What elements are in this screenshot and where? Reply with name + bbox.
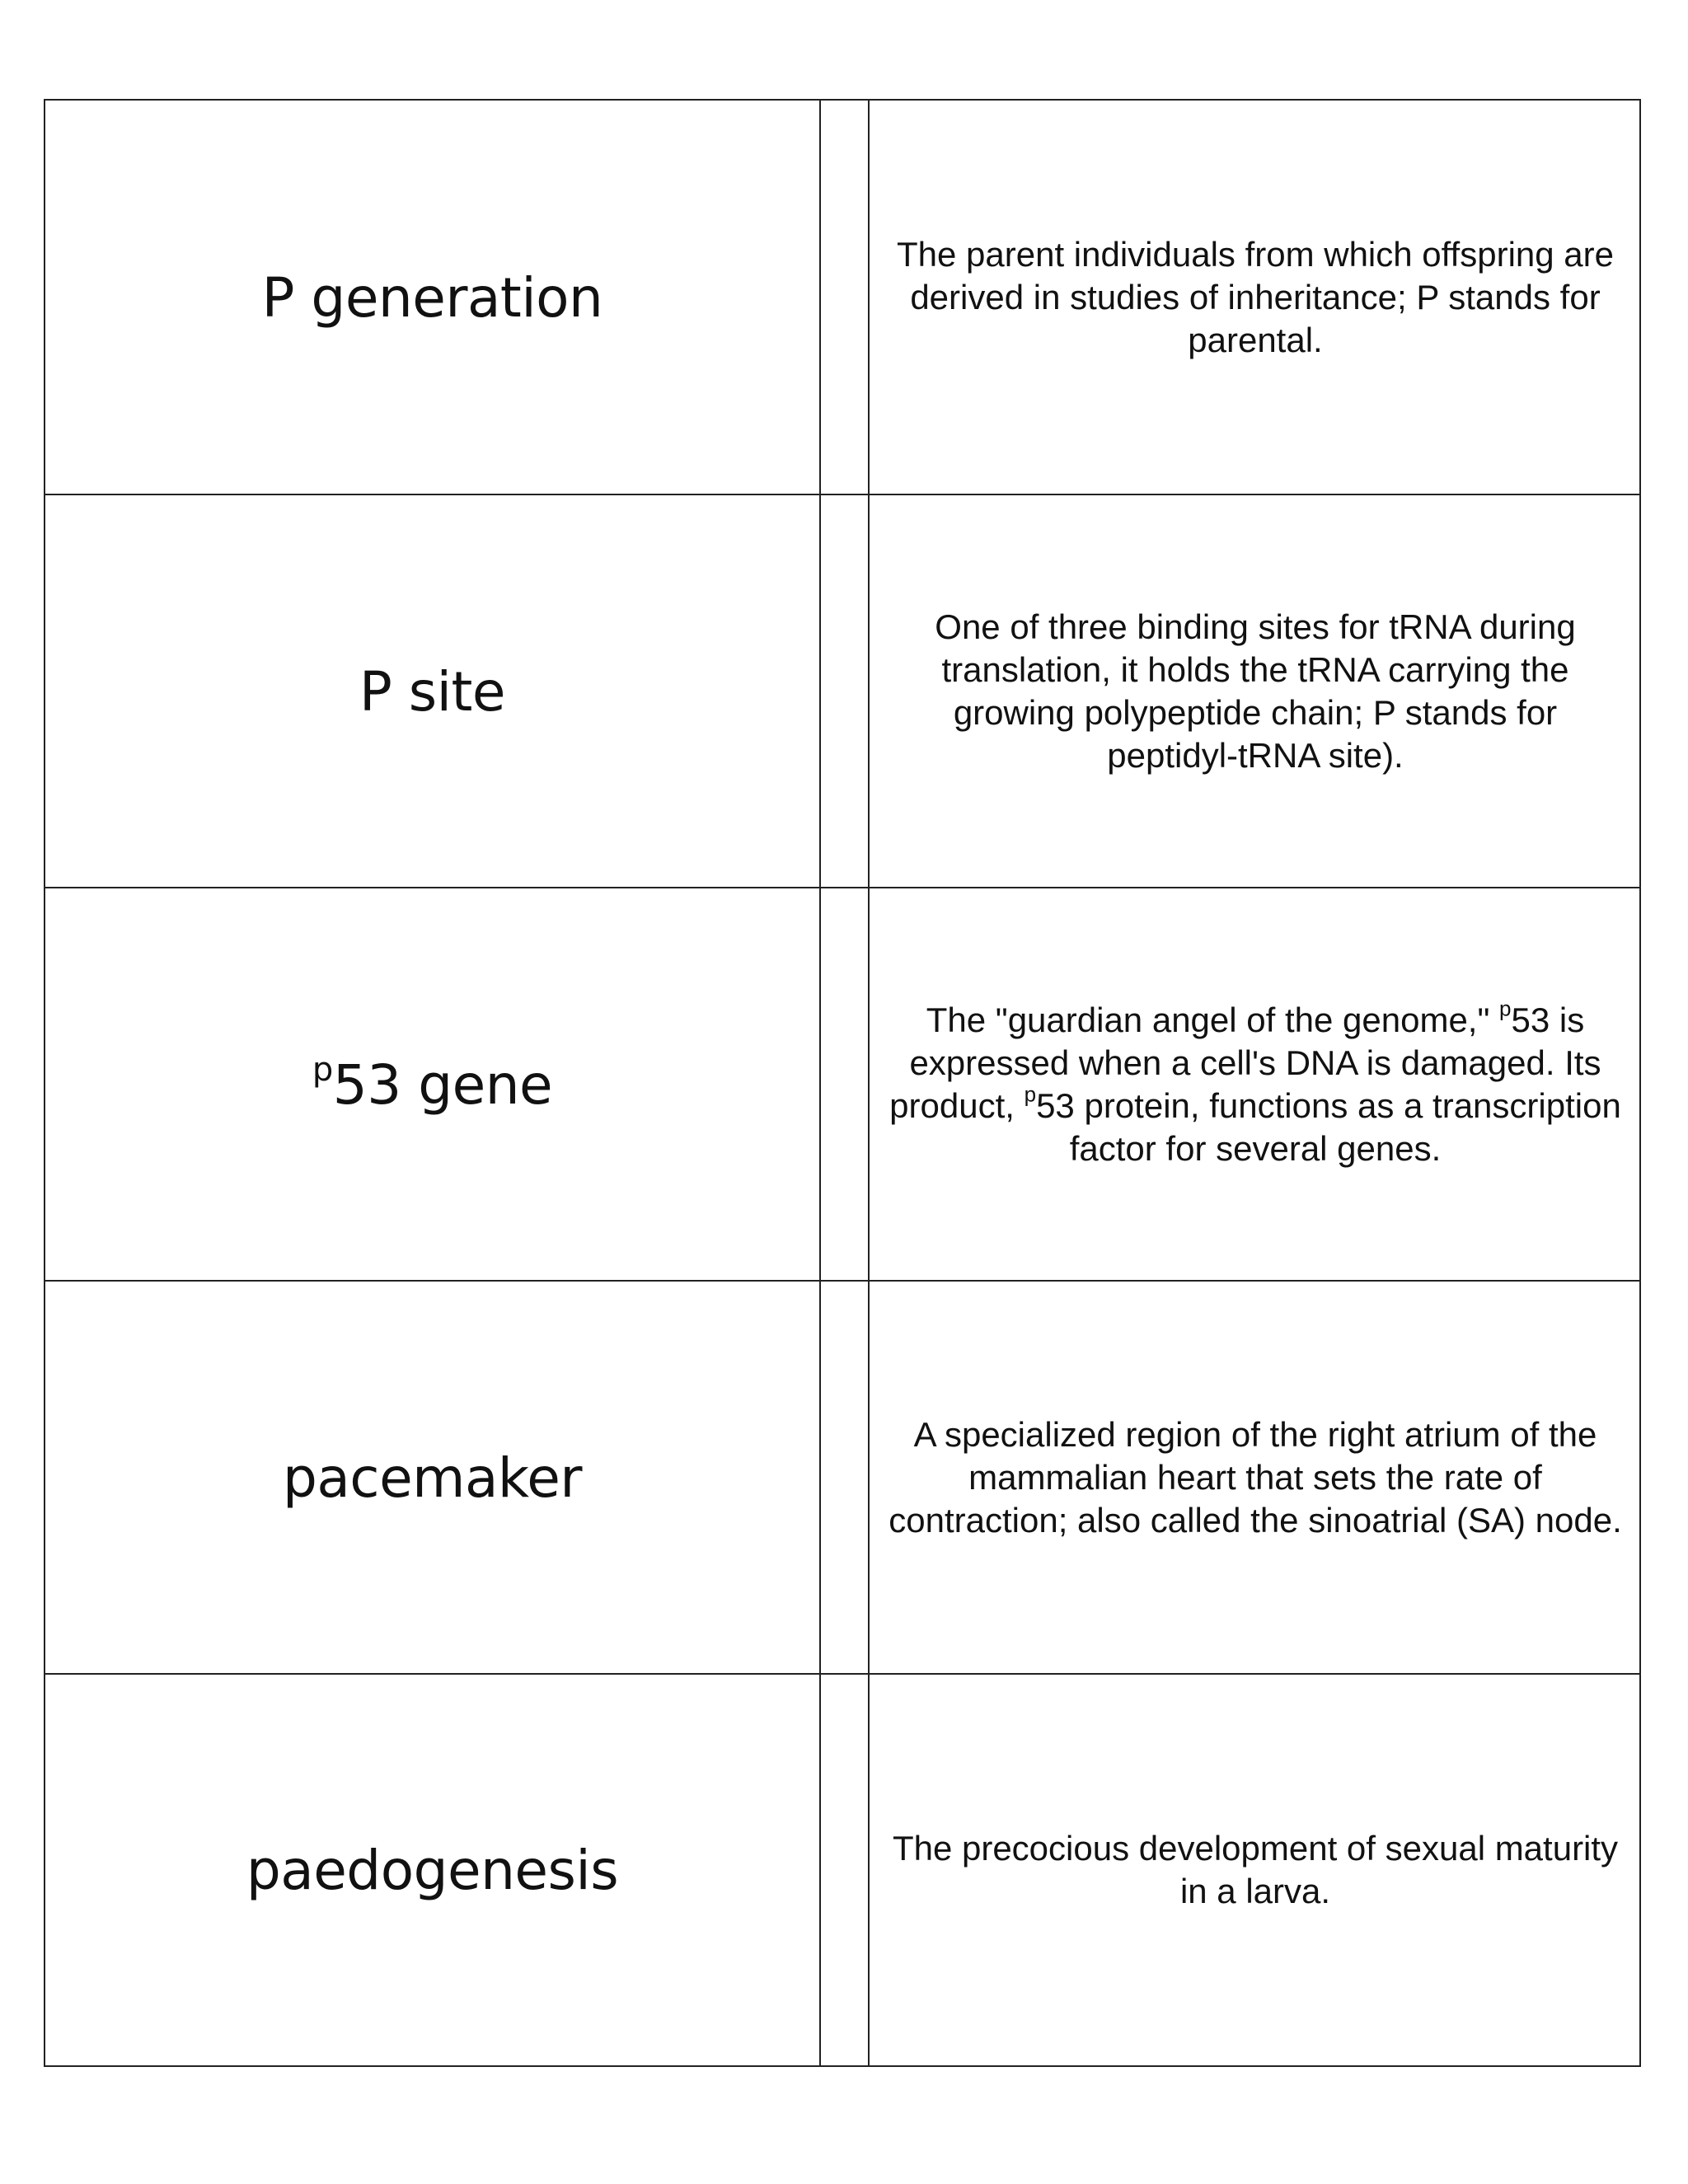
- flashcard-sheet: [44, 99, 1641, 2067]
- definition-part-1: The "guardian angel of the genome,": [926, 1001, 1500, 1039]
- definition-cell: [870, 1675, 1641, 2065]
- definition-text: A specialized region of the right atrium of the mammalian heart that sets the rate of contraction; also called the sinoatrial (SA) node.: [889, 1415, 1622, 1540]
- flashcard-row: [45, 494, 1639, 888]
- flashcard-row: [45, 1673, 1639, 2065]
- term-cell: [45, 495, 819, 888]
- term-cell: [45, 1282, 819, 1674]
- term-cell: [45, 101, 819, 494]
- definition-cell: [870, 495, 1641, 888]
- column-divider: [819, 888, 821, 1281]
- term-text: [312, 1050, 553, 1117]
- definition-part-3: 53 protein, functions as a transcription factor for several genes.: [1036, 1086, 1621, 1168]
- term-cell: [45, 888, 819, 1281]
- flashcard-row: [45, 1280, 1639, 1674]
- definition-cell: [870, 1282, 1641, 1674]
- flashcard-row: [45, 101, 1639, 494]
- column-divider: [819, 1675, 821, 2065]
- term-text: pacemaker: [282, 1446, 583, 1510]
- column-divider: [819, 495, 821, 888]
- term-text: P site: [359, 659, 505, 724]
- column-divider: [819, 1282, 821, 1674]
- definition-text: The parent individuals from which offspring are derived in studies of inheritance; P stands for parental.: [896, 235, 1614, 359]
- definition-cell: [870, 888, 1641, 1281]
- definition-superscript-1: p: [1499, 996, 1512, 1021]
- flashcard-row: [45, 887, 1639, 1281]
- definition-text: [886, 996, 1625, 1170]
- term-text-rest: 53 gene: [332, 1052, 553, 1117]
- definition-text: The precocious development of sexual maturity in a larva.: [892, 1829, 1619, 1910]
- term-text: P generation: [261, 265, 603, 330]
- term-cell: [45, 1675, 819, 2065]
- definition-cell: [870, 101, 1641, 494]
- definition-superscript-2: p: [1024, 1081, 1037, 1107]
- definition-text: One of three binding sites for tRNA during translation, it holds the tRNA carrying the growing polypeptide chain; P stands for peptidyl-tRNA site).: [935, 607, 1576, 775]
- term-text: paedogenesis: [246, 1838, 619, 1902]
- definition-part-2: 53 is expressed when a cell's DNA is damaged. Its product,: [889, 1001, 1601, 1125]
- column-divider: [819, 101, 821, 494]
- term-superscript: p: [312, 1050, 333, 1089]
